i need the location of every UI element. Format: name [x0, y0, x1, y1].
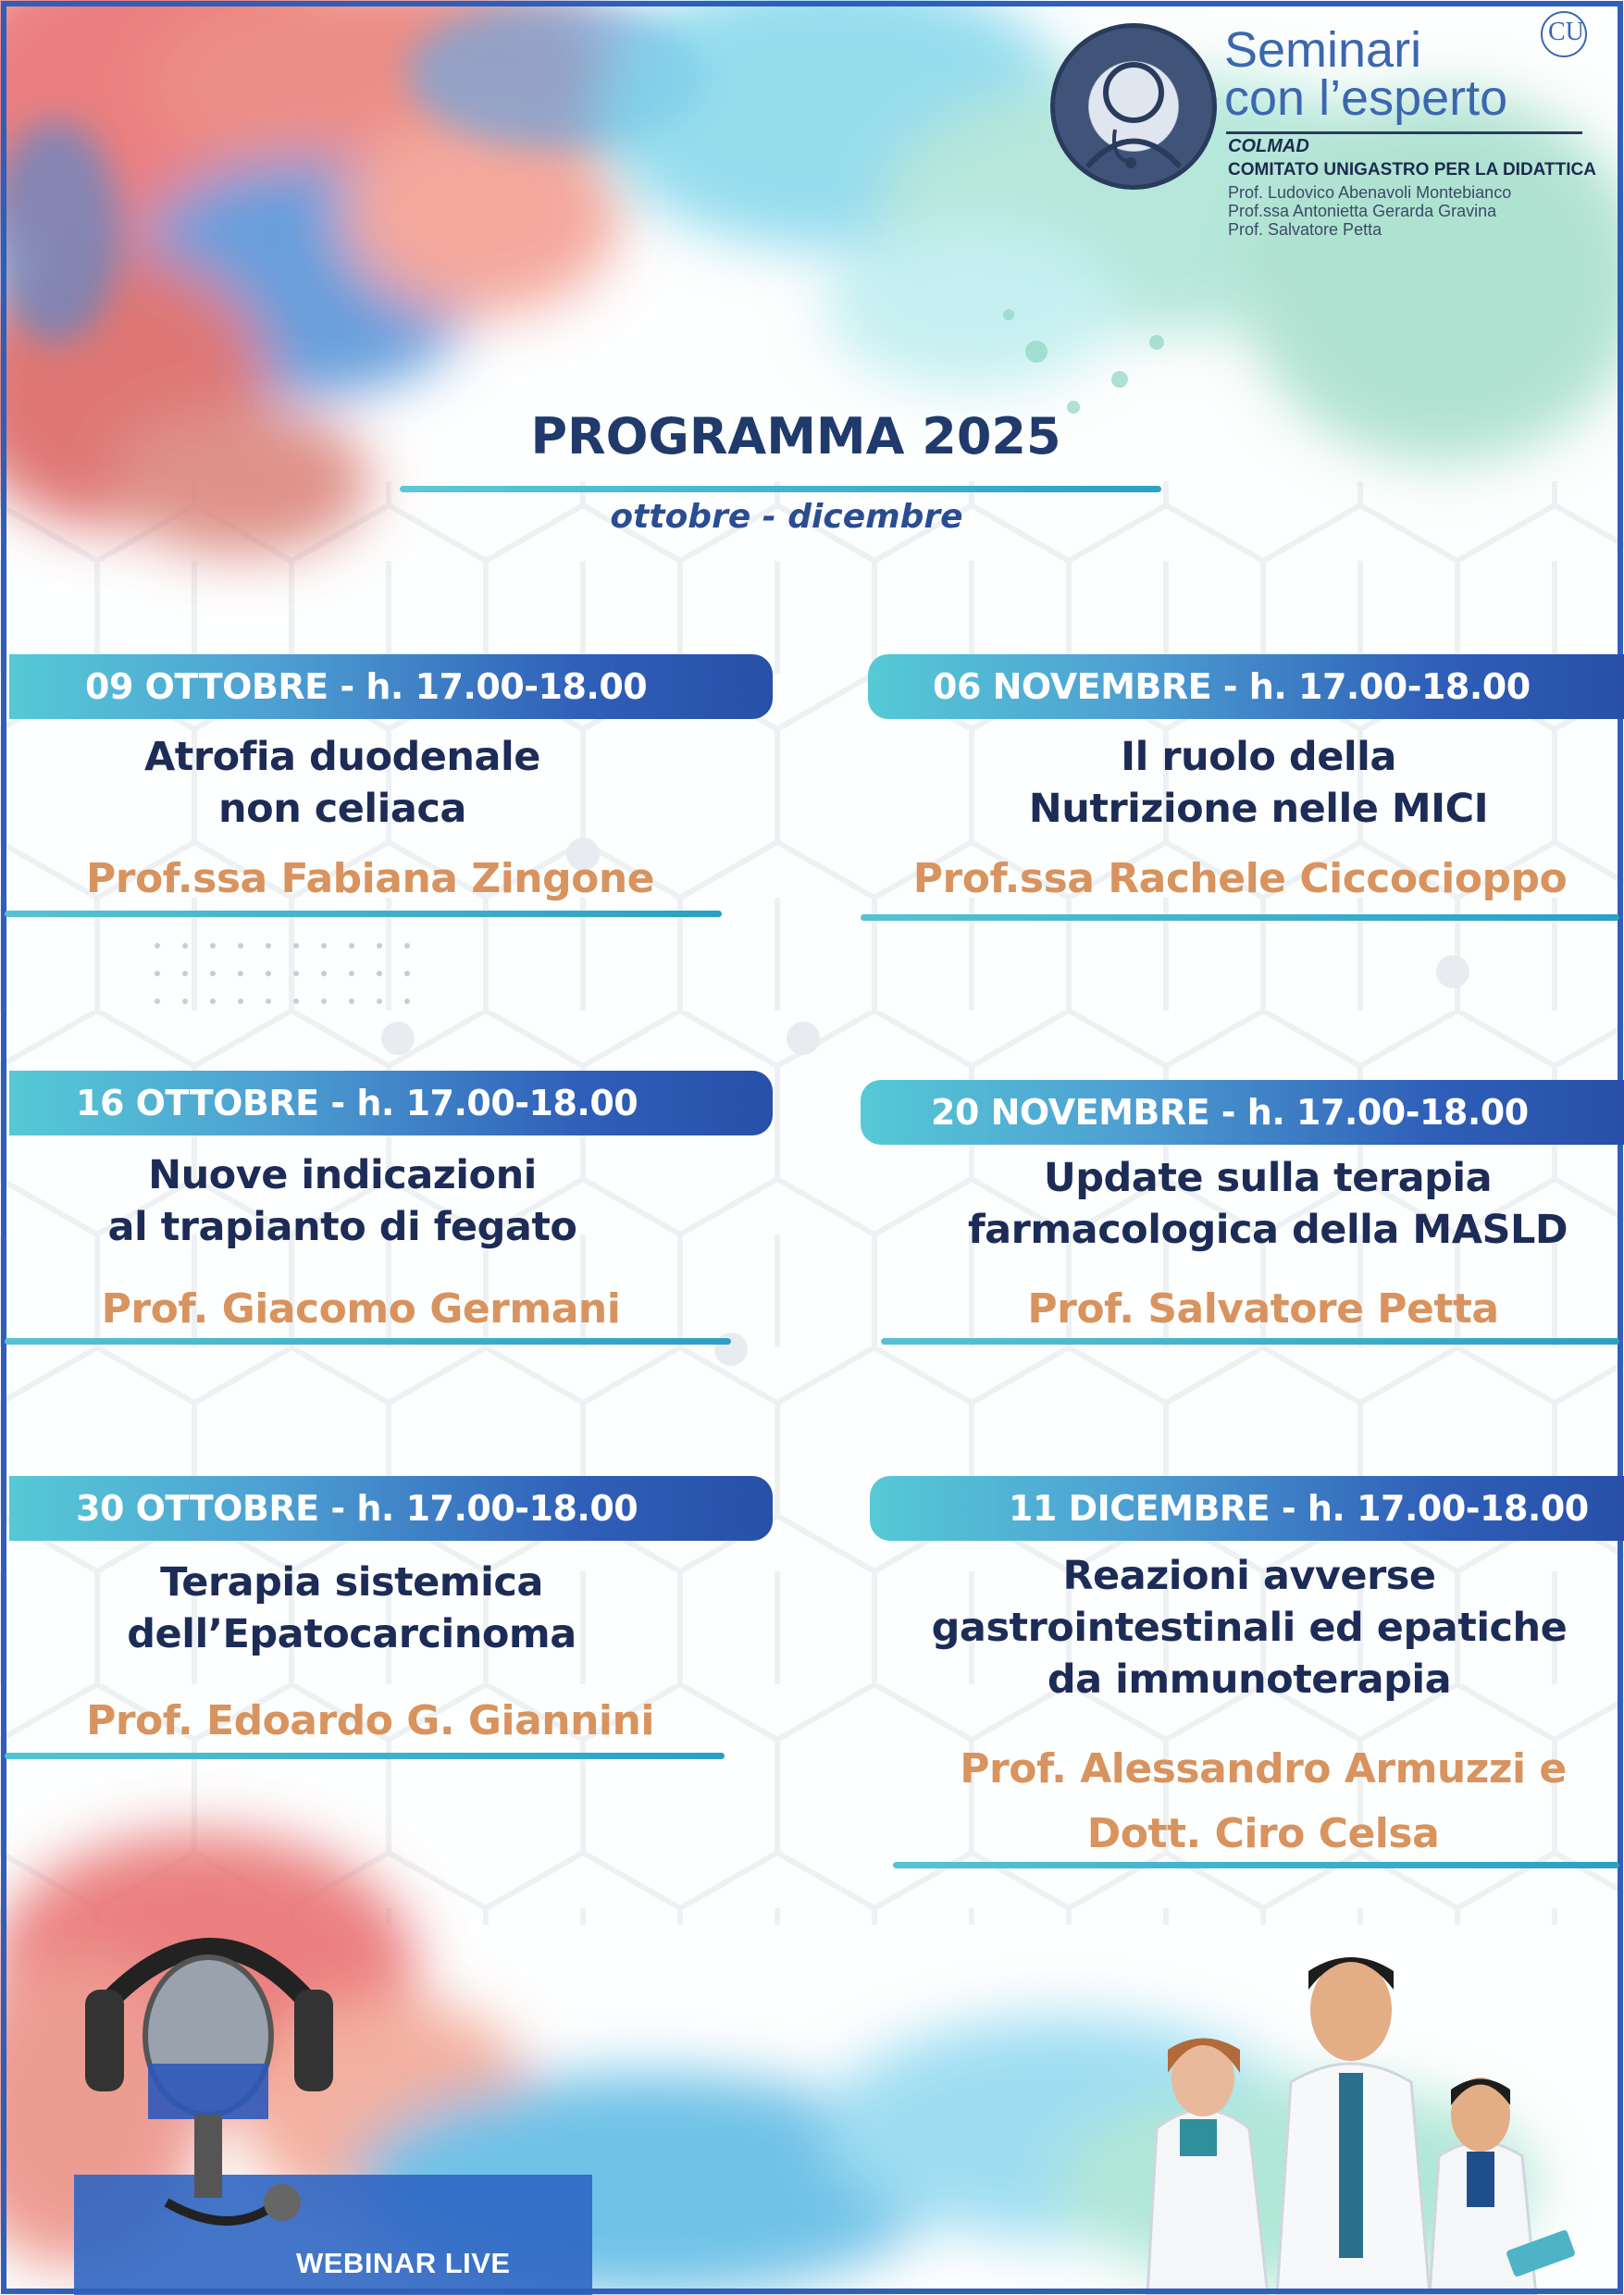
logo-committee: COMITATO UNIGASTRO PER LA DIDATTICA: [1228, 160, 1596, 180]
cu-logo-text: CU: [1548, 18, 1584, 46]
logo-professor: Prof. Salvatore Petta: [1228, 220, 1382, 239]
seminar-date-pill: 09 OTTOBRE - h. 17.00-18.00: [9, 654, 773, 719]
seminar-title: Update sulla terapia farmacologica della MASLD: [967, 1155, 1568, 1253]
seminar-speaker: Prof. Edoardo G. Giannini: [86, 1697, 654, 1744]
programme-divider: [400, 486, 1161, 492]
seminar-underline: [881, 1338, 1619, 1345]
programme-title: PROGRAMMA 2025: [530, 407, 1061, 465]
seminar-speaker: Prof.ssa Fabiana Zingone: [86, 855, 654, 902]
doctors-illustration: [1147, 1957, 1576, 2295]
seminar-underline: [5, 1338, 731, 1345]
logo-title-line2: con l’esperto: [1224, 70, 1508, 126]
logo-professor: Prof.ssa Antonietta Gerarda Gravina: [1228, 202, 1497, 220]
seminar-underline: [861, 914, 1619, 921]
seminar-speaker: Prof. Alessandro Armuzzi e Dott. Ciro Celsa: [960, 1745, 1567, 1857]
seminar-underline: [893, 1862, 1619, 1868]
logo-title-line1: Seminari: [1224, 22, 1422, 78]
seminar-title: Atrofia duodenale non celiaca: [144, 734, 540, 832]
seminar-title: Reazioni avverse gastrointestinali ed epatiche da immunoterapia: [931, 1553, 1568, 1703]
logo-acronym: COLMAD: [1228, 136, 1309, 156]
programme-period: ottobre - dicembre: [610, 498, 963, 536]
webinar-live-label: WEBINAR LIVE: [296, 2247, 511, 2279]
seminar-date-pill: 06 NOVEMBRE - h. 17.00-18.00: [868, 654, 1624, 719]
seminari-logo: [1050, 23, 1615, 250]
seminar-date-pill: 11 DICEMBRE - h. 17.00-18.00: [870, 1476, 1624, 1541]
seminar-speaker: Prof.ssa Rachele Ciccocioppo: [912, 855, 1568, 902]
seminar-title: Terapia sistemica dell’Epatocarcinoma: [127, 1559, 576, 1657]
seminar-underline: [5, 911, 722, 917]
logo-divider: [1226, 131, 1582, 134]
cu-logo-icon: [1541, 11, 1587, 57]
seminar-title: Il ruolo della Nutrizione nelle MICI: [1028, 734, 1489, 832]
doctor-avatar-icon: [1050, 23, 1217, 190]
seminar-title: Nuove indicazioni al trapianto di fegato: [107, 1152, 577, 1250]
logo-professor: Prof. Ludovico Abenavoli Montebianco: [1228, 183, 1512, 202]
seminar-speaker: Prof. Salvatore Petta: [1027, 1285, 1499, 1333]
seminar-speaker: Prof. Giacomo Germani: [101, 1285, 621, 1333]
seminar-underline: [5, 1753, 725, 1759]
seminar-date-pill: 30 OTTOBRE - h. 17.00-18.00: [9, 1476, 773, 1541]
seminar-date-pill: 16 OTTOBRE - h. 17.00-18.00: [9, 1071, 773, 1135]
seminar-date-pill: 20 NOVEMBRE - h. 17.00-18.00: [861, 1080, 1624, 1145]
